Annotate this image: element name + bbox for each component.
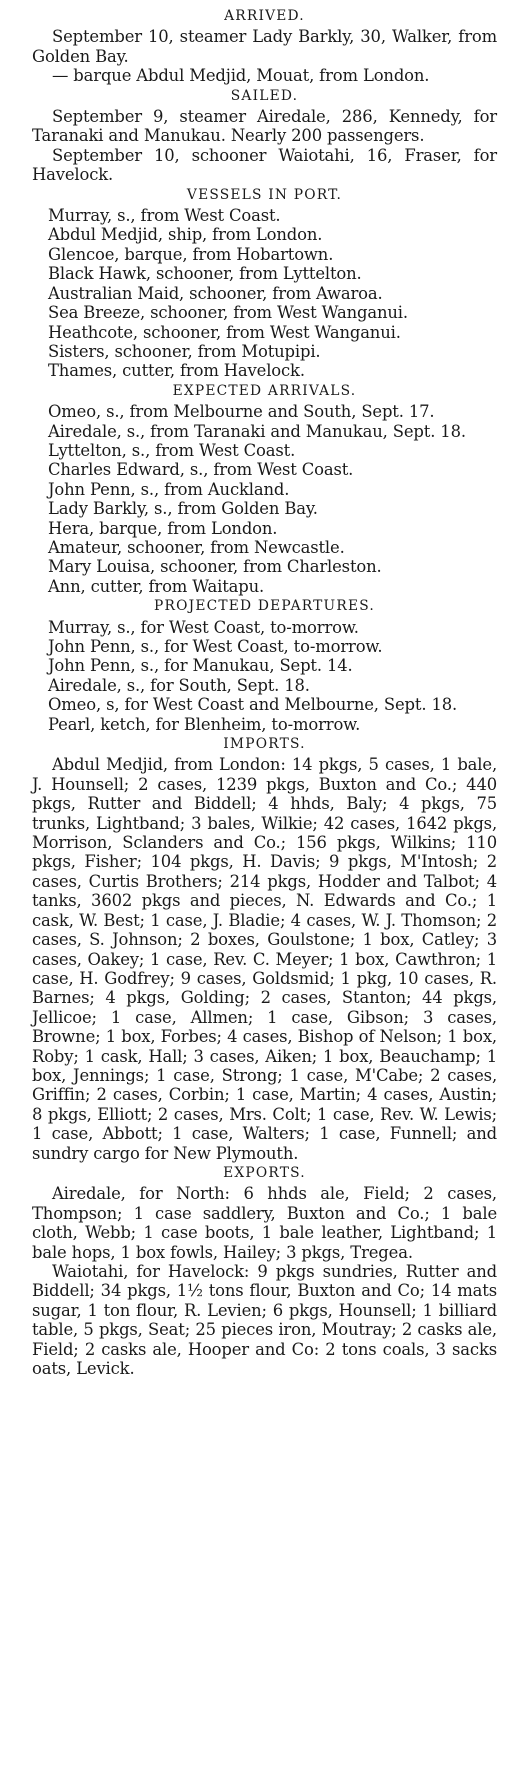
list-item: Amateur, schooner, from Newcastle.: [48, 537, 345, 557]
vessels-in-port-heading: VESSELS IN PORT.: [186, 186, 343, 203]
expected-arrivals-heading: EXPECTED ARRIVALS.: [172, 382, 357, 399]
list-item: Mary Louisa, schooner, from Charleston.: [48, 557, 382, 577]
list-item: Pearl, ketch, for Blenheim, to-morrow.: [48, 714, 361, 734]
list-item: Lyttelton, s., from West Coast.: [48, 440, 296, 460]
projected-departures-list: [32, 618, 497, 734]
vessels-in-port-list: [32, 206, 497, 381]
exports-entry: Airedale, for North: 6 hhds ale, Field; 2 cases, Thompson; 1 case saddlery, Buxton and Co.; 1 bale cloth, Webb; 1 case boots, 1 bale leather, Lightband; 1 bale hops, 1 box fowls, Hailey; 3 pkgs, Tregea.: [32, 1184, 497, 1262]
expected-arrivals-list: [32, 402, 497, 596]
list-item: John Penn, s., from Auckland.: [48, 479, 290, 499]
list-item: Murray, s., from West Coast.: [48, 206, 281, 226]
list-item: Hera, barque, from London.: [48, 518, 278, 538]
list-item: Airedale, s., for South, Sept. 18.: [48, 675, 310, 695]
imports-text: Abdul Medjid, from London: 14 pkgs, 5 cases, 1 bale, J. Hounsell; 2 cases, 1239 pkgs, Buxton and Co.; 440 pkgs, Rutter and Biddell; 4 hhds, Baly; 4 pkgs, 75 trunks, Lightband; 3 bales, Wilkie; 42 cases, 1642 pkgs, Morrison, Sclanders and Co.; 156 pkgs, Wilkins; 110 pkgs, Fisher; 104 pkgs, H. Davis; 9 pkgs, M'Intosh; 2 cases, Curtis Brothers; 214 pkgs, Hodder and Talbot; 4 tanks, 3602 pkgs and pieces, N. Edwards and Co.; 1 cask, W. Best; 1 case, J. Bladie; 4 cases, W. J. Thomson; 2 cases, S. Johnson; 2 boxes, Goulstone; 1 box, Catley; 3 cases, Oakey; 1 case, Rev. C. Meyer; 1 box, Cawthron; 1 case, H. Godfrey; 9 cases, Goldsmid; 1 pkg, 10 cases, R. Barnes; 4 pkgs, Golding; 2 cases, Stanton; 44 pkgs, Jellicoe; 1 case, Allmen; 1 case, Gibson; 3 cases, Browne; 1 box, Forbes; 4 cases, Bishop of Nelson; 1 box, Roby; 1 cask, Hall; 3 cases, Aiken; 1 box, Beauchamp; 1 box, Jennings; 1 case, Strong; 1 case, M'Cabe; 2 cases, Griffin; 2 cases, Corbin; 1 case, Martin; 4 cases, Austin; 8 pkgs, Elliott; 2 cases, Mrs. Colt; 1 case, Rev. W. Lewis; 1 case, Abbott; 1 case, Walters; 1 case, Funnell; and sundry cargo for New Plymouth.: [32, 755, 497, 1163]
list-item: Heathcote, schooner, from West Wanganui.: [48, 322, 401, 342]
list-item: John Penn, s., for West Coast, to-morrow.: [48, 637, 383, 656]
list-item: Charles Edward, s., from West Coast.: [48, 460, 354, 480]
sailed-entry: September 10, schooner Waiotahi, 16, Fraser, for Havelock.: [32, 145, 497, 185]
exports-entry: Waiotahi, for Havelock: 9 pkgs sundries, Rutter and Biddell; 34 pkgs, 1½ tons flour, Buxton and Co; 14 mats sugar, 1 ton flour, R. Levien; 6 pkgs, Hounsell; 1 billiard table, 5 pkgs, Seat; 25 pieces iron, Moutray; 2 casks ale, Field; 2 casks ale, Hooper and Co: 2 tons coals, 3 sacks oats, Levick.: [32, 1262, 497, 1379]
list-item: Abdul Medjid, ship, from London.: [48, 225, 323, 245]
list-item: Omeo, s, for West Coast and Melbourne, Sept. 18.: [48, 695, 458, 715]
list-item: Airedale, s., from Taranaki and Manukau, Sept. 18.: [48, 421, 466, 441]
list-item: Ann, cutter, from Waitapu.: [48, 576, 265, 596]
list-item: Black Hawk, schooner, from Lyttelton.: [48, 264, 362, 284]
imports-heading: IMPORTS.: [223, 736, 306, 753]
arrived-entry: September 10, steamer Lady Barkly, 30, Walker, from Golden Bay.: [32, 27, 497, 66]
list-item: Murray, s., for West Coast, to-morrow.: [48, 617, 359, 637]
sailed-entry: September 9, steamer Airedale, 286, Kennedy, for Taranaki and Manukau. Nearly 200 passengers.: [32, 107, 497, 146]
list-item: Sisters, schooner, from Motupipi.: [48, 341, 321, 361]
exports-heading: EXPORTS.: [223, 1164, 306, 1181]
list-item: Omeo, s., from Melbourne and South, Sept. 17.: [48, 402, 435, 422]
list-item: Lady Barkly, s., from Golden Bay.: [48, 499, 318, 519]
list-item: John Penn, s., for Manukau, Sept. 14.: [48, 656, 353, 676]
arrived-entry: — barque Abdul Medjid, Mouat, from London.: [52, 66, 430, 86]
projected-departures-heading: PROJECTED DEPARTURES.: [154, 598, 375, 615]
sailed-heading: SAILED.: [230, 87, 299, 104]
list-item: Australian Maid, schooner, from Awaroa.: [48, 283, 383, 303]
list-item: Thames, cutter, from Havelock.: [48, 361, 305, 381]
list-item: Sea Breeze, schooner, from West Wanganui.: [48, 303, 408, 323]
arrived-heading: ARRIVED.: [224, 8, 305, 24]
list-item: Glencoe, barque, from Hobartown.: [48, 244, 334, 264]
